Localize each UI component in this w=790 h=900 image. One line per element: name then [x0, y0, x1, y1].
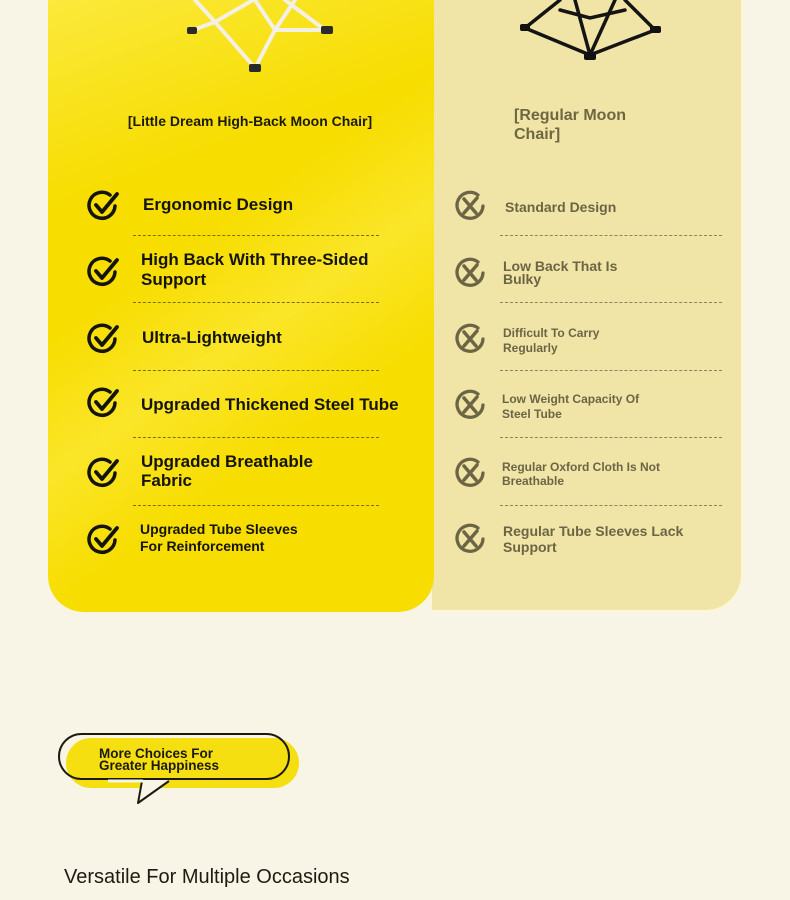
- divider: [500, 235, 722, 236]
- regular-feature-label: Low Weight Capacity Of Steel Tube: [502, 392, 640, 421]
- featured-feature-label: High Back With Three-Sided Support: [141, 250, 369, 289]
- featured-feature-label: Ergonomic Design: [143, 195, 294, 214]
- divider: [133, 302, 379, 303]
- divider: [133, 370, 379, 371]
- speech-bubble-tail: [108, 779, 172, 805]
- divider: [500, 505, 722, 506]
- section-title: Versatile For Multiple Occasions: [64, 866, 350, 888]
- featured-feature-label: Upgraded Tube Sleeves For Reinforcement: [140, 521, 298, 554]
- divider: [500, 370, 722, 371]
- x-circle-icon: [453, 322, 487, 356]
- regular-chair-title: [Regular Moon Chair]: [514, 107, 626, 143]
- check-circle-icon: [86, 386, 120, 420]
- x-circle-icon: [453, 388, 487, 422]
- x-circle-icon: [453, 256, 487, 290]
- regular-feature-label: Difficult To Carry Regularly: [503, 326, 600, 355]
- regular-chair-card: [430, 0, 743, 612]
- featured-chair-title: [Little Dream High-Back Moon Chair]: [127, 113, 373, 129]
- featured-feature-label: Ultra-Lightweight: [142, 328, 282, 347]
- x-circle-icon: [453, 456, 487, 490]
- featured-chair-image: [175, 0, 345, 80]
- regular-feature-label: Regular Oxford Cloth Is Not Breathable: [502, 460, 661, 488]
- regular-feature-label: Standard Design: [505, 199, 617, 215]
- bubble-headline: More Choices For Greater Happiness: [99, 746, 220, 773]
- divider: [133, 505, 379, 506]
- regular-feature-label: Low Back That Is Bulky: [503, 258, 618, 287]
- featured-feature-label: Upgraded Breathable Fabric: [141, 452, 313, 490]
- divider: [133, 235, 379, 236]
- check-circle-icon: [86, 189, 120, 223]
- check-circle-icon: [86, 255, 120, 289]
- x-circle-icon: [453, 522, 487, 556]
- check-circle-icon: [86, 456, 120, 490]
- regular-chair-image: [520, 0, 665, 62]
- x-circle-icon: [453, 189, 487, 223]
- divider: [500, 437, 722, 438]
- check-circle-icon: [86, 523, 120, 557]
- check-circle-icon: [86, 322, 120, 356]
- divider: [133, 437, 379, 438]
- divider: [500, 302, 722, 303]
- featured-feature-label: Upgraded Thickened Steel Tube: [141, 395, 399, 414]
- regular-feature-label: Regular Tube Sleeves Lack Support: [503, 523, 684, 555]
